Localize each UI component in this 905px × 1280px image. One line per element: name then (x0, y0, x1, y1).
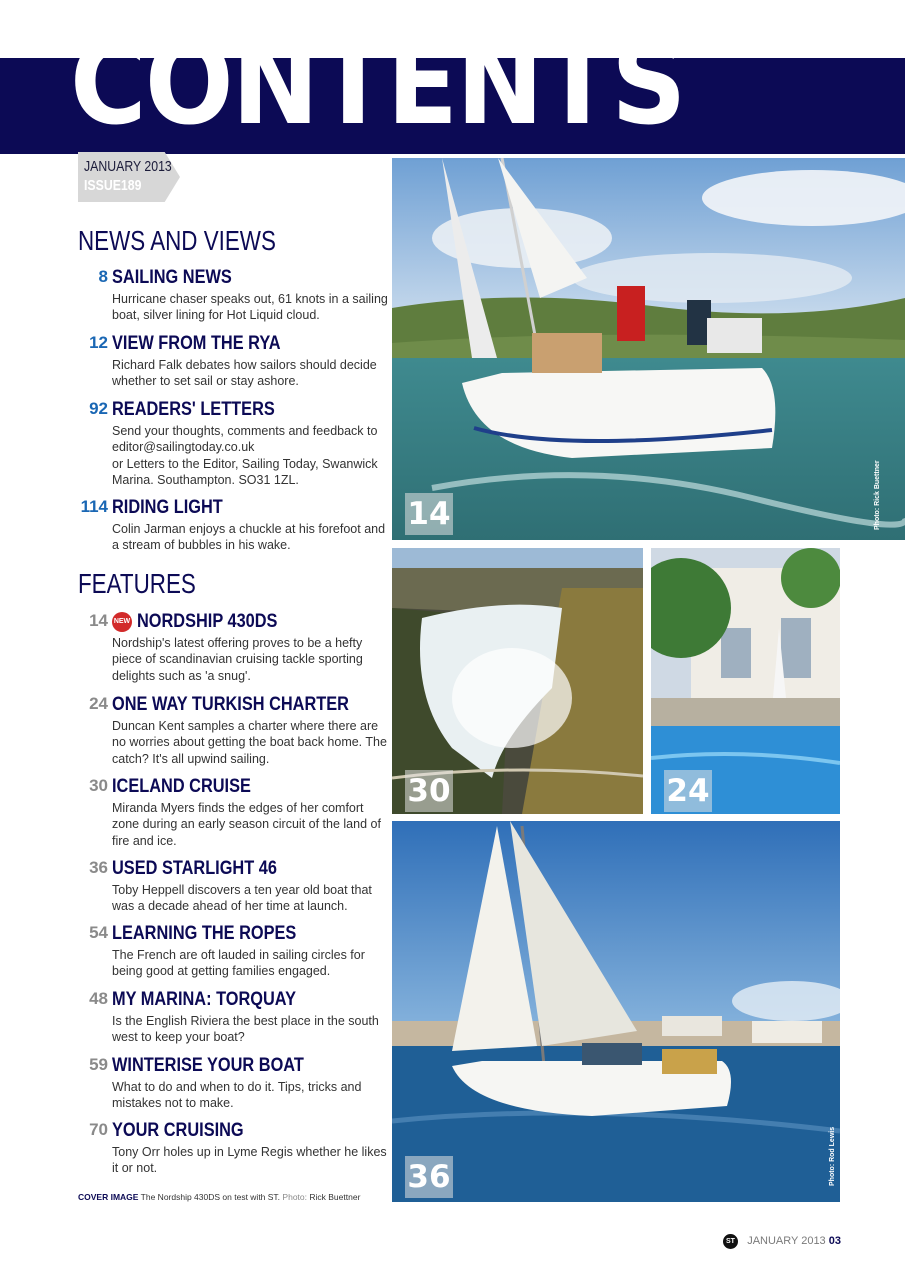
entry-description: What to do and when to do it. Tips, tricks and mistakes not to make. (112, 1080, 362, 1111)
desc-line: or Letters to the Editor, Sailing Today, Swanwick (112, 456, 378, 471)
issue-number: ISSUE189 (84, 177, 142, 194)
cover-label: COVER IMAGE (78, 1192, 139, 1202)
photo-page-number: 24 (664, 770, 712, 812)
cover-photo-label: Photo: (282, 1192, 307, 1202)
entry-title: ONE WAY TURKISH CHARTER (112, 694, 349, 715)
cover-text: The Nordship 430DS on test with ST. (140, 1192, 281, 1202)
entry-description: Colin Jarman enjoys a chuckle at his forefoot and a stream of bubbles in his wake. (112, 522, 386, 553)
features-section-heading: FEATURES (78, 568, 196, 599)
photo-page-number: 30 (405, 770, 453, 812)
entry-page-number: 70 (89, 1120, 108, 1139)
entry-page-number: 30 (89, 776, 108, 795)
entry-title: WINTERISE YOUR BOAT (112, 1055, 304, 1076)
page-footer (747, 1235, 841, 1247)
entry-page-number: 36 (89, 858, 108, 877)
news-section-heading: NEWS AND VIEWS (78, 225, 276, 256)
page-title: CONTENTS (70, 16, 685, 151)
entry-description: Duncan Kent samples a charter where there are no worries about getting the boat back home. The catch? It's all upwind sailing. (112, 719, 387, 766)
entry-title: SAILING NEWS (112, 267, 232, 288)
photo-starlight-yacht[interactable] (392, 821, 840, 1202)
entry-title: YOUR CRUISING (112, 1120, 244, 1141)
entry-title: MY MARINA: TORQUAY (112, 989, 296, 1010)
entry-title: NORDSHIP 430DS (137, 611, 278, 632)
entry-page-number: 12 (89, 333, 108, 352)
entry-page-number: 54 (89, 923, 108, 942)
photo-page-number: 14 (405, 493, 453, 535)
sailing-yacht-illustration (392, 821, 840, 1202)
entry-title: ICELAND CRUISE (112, 776, 251, 797)
entry-page-number: 8 (98, 267, 108, 286)
entry-title: VIEW FROM THE RYA (112, 333, 281, 354)
cover-photo-credit: Rick Buettner (309, 1192, 361, 1202)
photo-nordship-yacht[interactable] (392, 158, 905, 540)
yacht-illustration (392, 158, 905, 540)
desc-line: Marina. Southampton. SO31 1ZL. (112, 473, 299, 488)
photo-iceland-waterfall[interactable] (392, 548, 643, 814)
entry-page-number: 92 (89, 399, 108, 418)
entry-description: The French are oft lauded in sailing circles for being good at getting families engaged. (112, 948, 365, 979)
entry-page-number: 114 (80, 497, 108, 516)
new-badge: NEW (112, 612, 132, 632)
entry-description (112, 423, 392, 489)
entry-description: Is the English Riviera the best place in the south west to keep your boat? (112, 1014, 379, 1045)
photo-page-number: 36 (405, 1156, 453, 1198)
entry-page-number: 59 (89, 1055, 108, 1074)
st-logo-icon: ST (723, 1234, 738, 1249)
entry-page-number: 14 (89, 611, 108, 630)
footer-page-number: 03 (828, 1235, 841, 1247)
entry-description: Hurricane chaser speaks out, 61 knots in a sailing boat, silver lining for Hot Liquid cloud. (112, 292, 388, 323)
cover-image-note (78, 1192, 360, 1202)
email-link[interactable]: editor@sailingtoday.co.uk (112, 440, 255, 455)
photo-credit: Photo: Rick Buettner (874, 460, 881, 530)
entry-description: Tony Orr holes up in Lyme Regis whether he likes it or not. (112, 1145, 387, 1176)
entry-title: READERS' LETTERS (112, 399, 275, 420)
entry-title: LEARNING THE ROPES (112, 923, 297, 944)
photo-turkish-pool[interactable] (651, 548, 840, 814)
entry-description: Toby Heppell discovers a ten year old boat that was a decade ahead of her time at launch. (112, 883, 372, 914)
entry-description: Miranda Myers finds the edges of her comfort zone during an early season circuit of the land of fire and ice. (112, 801, 381, 848)
entry-title: RIDING LIGHT (112, 497, 223, 518)
entry-description: Richard Falk debates how sailors should decide whether to set sail or stay ashore. (112, 358, 377, 389)
footer-date: JANUARY 2013 (747, 1235, 826, 1247)
entry-title: USED STARLIGHT 46 (112, 858, 277, 879)
photo-credit: Photo: Rod Lewis (829, 1126, 836, 1186)
entry-page-number: 24 (89, 694, 108, 713)
entry-page-number: 48 (89, 989, 108, 1008)
desc-line: Send your thoughts, comments and feedback to (112, 424, 378, 438)
issue-date: JANUARY 2013 (84, 158, 172, 175)
entry-description: Nordship's latest offering proves to be a hefty piece of scandinavian cruising tackle sporting delights such as 'a snug'. (112, 636, 363, 683)
